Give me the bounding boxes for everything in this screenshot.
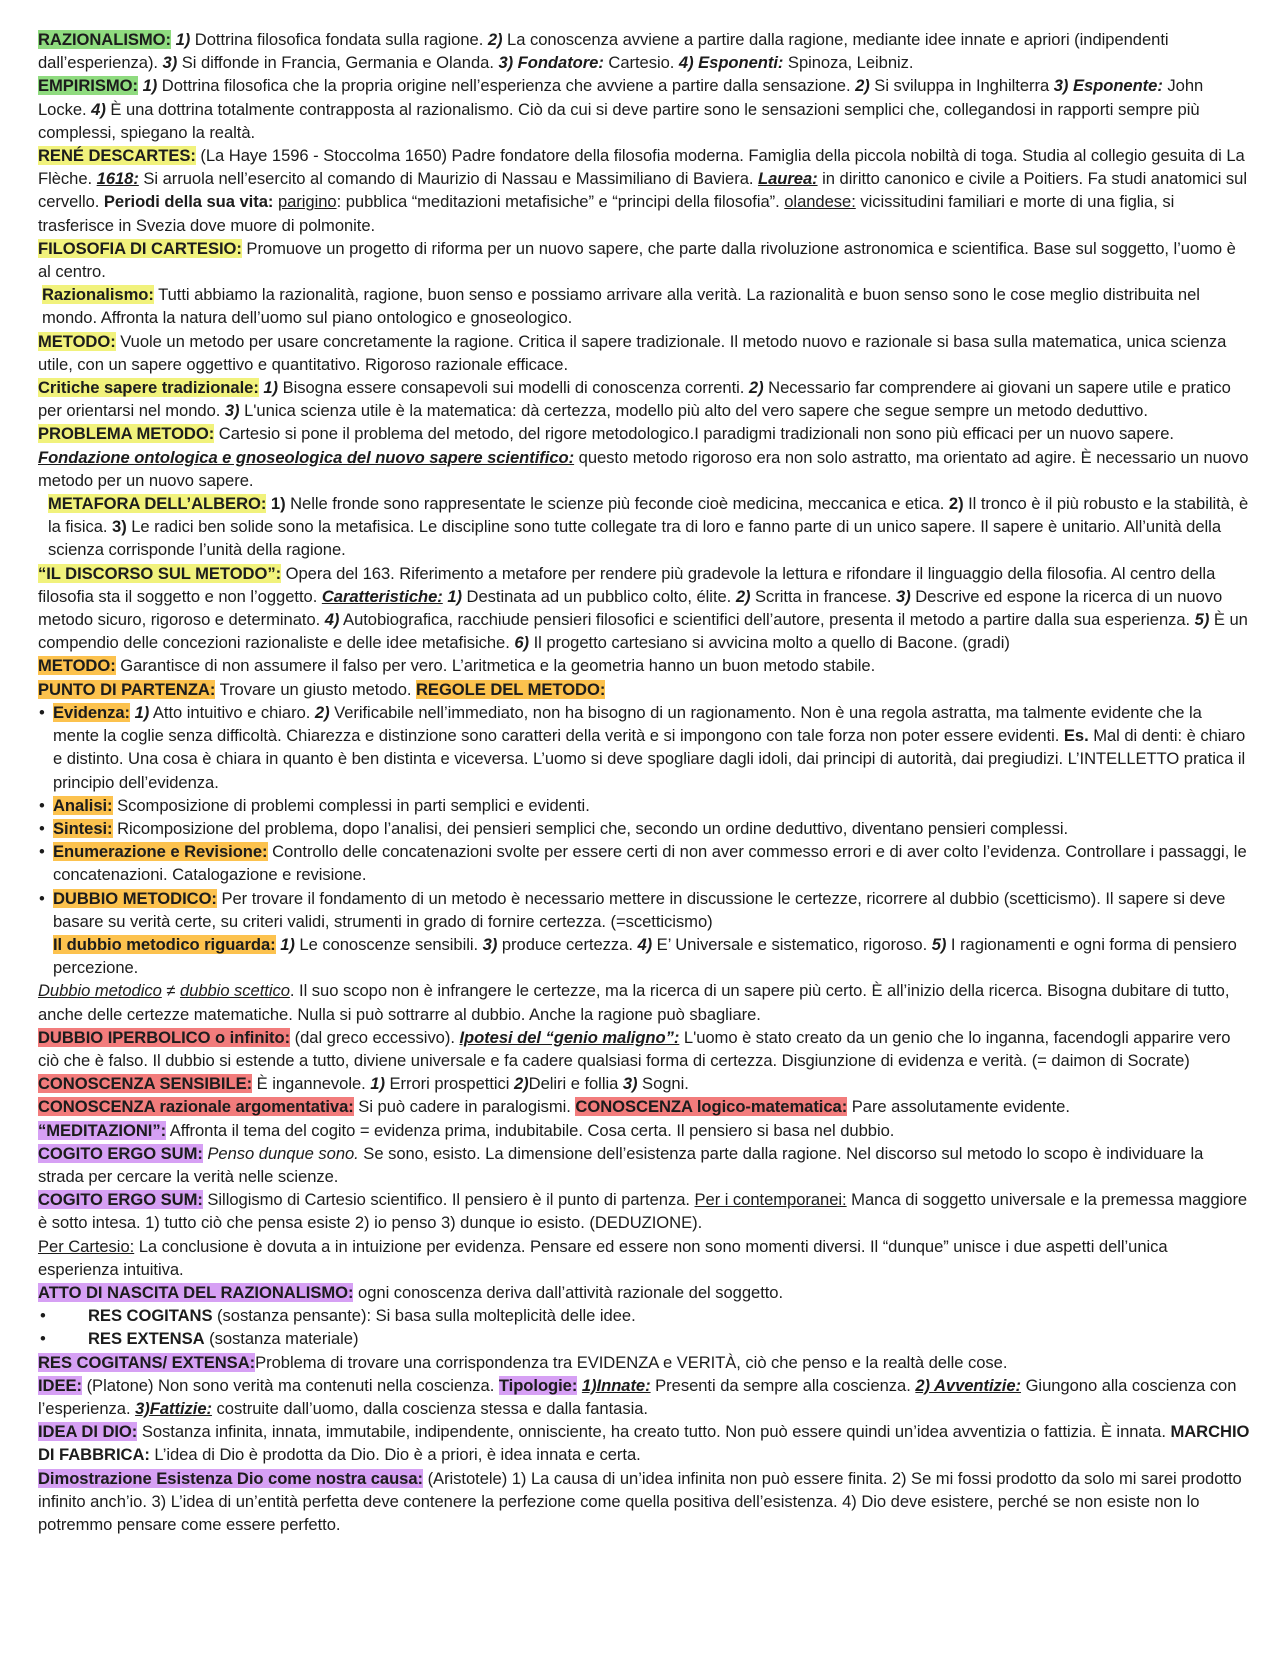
keyword: Caratteristiche: (321, 586, 443, 606)
keyword: dubbio scettico (179, 981, 290, 1001)
list-item (53, 701, 1250, 794)
num: 4) (91, 99, 106, 119)
text: Atto intuitivo e chiaro. (149, 702, 315, 722)
heading-discorso-metodo: “IL DISCORSO SUL METODO”: (38, 563, 282, 583)
num: 2) (855, 76, 870, 96)
paragraph-dubbio-scettico (38, 979, 1250, 1025)
keyword: Ipotesi del “genio maligno”: (459, 1027, 680, 1047)
paragraph-atto-nascita (38, 1281, 1250, 1304)
text: Problema di trovare una corrispondenza tra EVIDENZA e VERITÀ, ciò che penso e la realtà delle cose. (255, 1352, 1008, 1372)
paragraph-per-cartesio (38, 1235, 1250, 1281)
heading-meditazioni: “MEDITAZIONI”: (38, 1120, 167, 1140)
list-item (53, 817, 1250, 840)
heading-metodo-2: METODO: (38, 656, 116, 676)
keyword: Periodi della sua vita: (103, 192, 274, 212)
text: Si arruola nell’esercito al comando di Maurizio di Nassau e Massimiliano di Baviera. (138, 169, 759, 189)
text: Descrive ed espone la ricerca di un nuovo metodo sicuro, rigoroso e determinato. (38, 586, 1223, 630)
text: Pare assolutamente evidente. (847, 1097, 1070, 1117)
paragraph-problema-metodo (38, 422, 1250, 492)
num: 3) (622, 1074, 638, 1094)
text: Dottrina filosofica che la propria origine nell’esperienza che avviene a partire dalla sensazione. (157, 76, 856, 96)
paragraph-meditazioni (38, 1119, 1250, 1142)
text: L'uomo è stato creato da un genio che lo inganna, facendogli apparire vero ciò che è falso. Il dubbio si estende a tutto, diviene universale e fa cadere qualsiasi forma di certezza. Disgiunzione di evidenza e verità. (= daimon di Socrate) (38, 1027, 1231, 1070)
heading-regole-metodo: REGOLE DEL METODO: (416, 679, 606, 699)
text: È una dottrina totalmente contrapposta al razionalismo. Ciò da cui si deve partire sono le sensazioni semplici che, collegandosi in rapporti sempre più complessi, spiegano la realtà. (38, 99, 1200, 142)
text: (Aristotele) 1) La causa di un’idea infinita non può essere finita. 2) Se mi fossi prodotto da solo mi sarei prodotto infinito anch’io. 3) L’idea di un’entità perfetta deve contenere la perfezione come quella positiva dell’esistenza. 4) Dio deve esistere, perché se non esiste non lo potremmo pensare come essere perfetto. (38, 1468, 1242, 1534)
num: 4) (637, 934, 653, 954)
notes-document (38, 28, 1250, 1536)
heading-res-cogitans-extensa: RES COGITANS/ EXTENSA: (38, 1352, 256, 1372)
text: Trovare un giusto metodo. (215, 679, 416, 699)
paragraph-metodo (38, 330, 1250, 376)
text: Per trovare il fondamento di un metodo è necessario mettere in discussione le certezze, ricorrere al dubbio (scetticismo). Il sapere si deve basare su verità certe, su criteri validi, strumenti in grado di fornire certezza. (=scetticismo) (53, 888, 1226, 931)
text: L'unica scienza utile è la matematica: dà certezza, modello più alto del vero sapere che segue sempre un metodo deduttivo. (239, 401, 1148, 421)
heading-tipologie: Tipologie: (498, 1375, 578, 1395)
text: Le radici ben solide sono la metafisica. Le discipline sono tutte collegate tra di loro e fanno parte di un unico sapere. Il sapere è unitario. All’unità della scienza corrisponde l’unità della ragione. (48, 517, 1221, 560)
keyword: Fondazione ontologica e gnoseologica del nuovo sapere scientifico: (38, 447, 575, 467)
text: questo metodo rigoroso era non solo astratto, ma orientato ad agire. È necessario un nuovo metodo per un nuovo sapere. (38, 447, 1249, 490)
heading-filosofia-cartesio: FILOSOFIA DI CARTESIO: (38, 238, 242, 258)
text: Nelle fronde sono rappresentate le scienze più feconde cioè medicina, meccanica e etica. (285, 494, 949, 514)
paragraph-metodo-2 (38, 654, 1250, 677)
paragraph-idea-dio (38, 1420, 1250, 1466)
list-item (53, 840, 1250, 886)
text: costruite dall’uomo, dalla coscienza stessa e dalla fantasia. (211, 1398, 648, 1418)
text: Sostanza infinita, innata, immutabile, indipendente, onnisciente, ha creato tutto. Non può essere quindi un’idea avventizia o fattizia. È innata. (137, 1422, 1171, 1442)
text: Opera del 163. Riferimento a metafore per rendere più gradevole la lettura e rifondare il linguaggio della filosofia. Al centro della filosofia sta il soggetto e non l’oggetto. (38, 563, 1216, 606)
num: 2) (487, 30, 503, 49)
num: 1) (280, 934, 295, 954)
paragraph-metafora-albero (38, 492, 1250, 562)
keyword: 1618: (96, 169, 139, 189)
rules-list (38, 701, 1250, 933)
paragraph-res-cogitans-extensa (38, 1351, 1250, 1374)
heading-sintesi: Sintesi: (53, 818, 113, 838)
heading-razionalismo-2: Razionalismo: (42, 285, 154, 305)
keyword: Dubbio metodico (38, 981, 162, 1001)
heading-metafora-albero: METAFORA DELL’ALBERO: (48, 494, 267, 514)
num: 3) (896, 586, 911, 606)
text: (dal greco eccessivo). (290, 1027, 460, 1047)
num: 1) (370, 1074, 385, 1094)
heading-conoscenza-razionale: CONOSCENZA razionale argomentativa: (38, 1097, 354, 1117)
num: 2) (513, 1074, 529, 1094)
keyword: 1)Innate: (581, 1375, 651, 1395)
keyword: Per i contemporanei: (694, 1190, 847, 1210)
text: Si sviluppa in Inghilterra (869, 76, 1054, 96)
text: La conclusione è dovuta a in intuizione per evidenza. Pensare ed essere non sono momenti diversi. Il “dunque” unisce i due aspetti dell’unica esperienza intuitiva. (38, 1236, 1168, 1279)
num: 1) (270, 494, 286, 514)
text: Controllo delle concatenazioni svolte per essere certi di non aver commesso errori e di aver colto l’evidenza. Controllare i passaggi, le concatenazioni. Catalogazione e revisione. (53, 842, 1247, 885)
text: Cartesio. (603, 53, 679, 73)
text: L’idea di Dio è prodotta da Dio. Dio è a priori, è idea innata e certa. (149, 1445, 641, 1465)
heading-cogito-2: COGITO ERGO SUM: (38, 1190, 203, 1210)
text: Promuove un progetto di riforma per un nuovo sapere, che parte dalla rivoluzione astronomica e scientifica. Base sul soggetto, l’uomo è al centro. (38, 238, 1236, 282)
num: 1) (175, 30, 191, 49)
heading-idee: IDEE: (38, 1375, 83, 1395)
text: Dottrina filosofica fondata sulla ragione. (190, 30, 488, 49)
num: 3) Esponente: (1053, 76, 1163, 96)
num: 2) (314, 702, 330, 722)
text: ogni conoscenza deriva dall’attività razionale del soggetto. (353, 1282, 784, 1302)
keyword: RES COGITANS (88, 1306, 213, 1326)
keyword: Laurea: (758, 169, 818, 189)
text: Garantisce di non assumere il falso per vero. L’aritmetica e la geometria hanno un buon metodo stabile. (115, 656, 876, 676)
paragraph-cogito-2 (38, 1188, 1250, 1234)
text: È ingannevole. (252, 1074, 371, 1094)
text: (sostanza pensante): Si basa sulla molteplicità delle idee. (212, 1306, 636, 1326)
text: Manca di soggetto universale e la premessa maggiore è sotto intesa. 1) tutto ciò che pensa esiste 2) io penso 3) dunque io esisto. (DEDUZIONE). (38, 1190, 1248, 1233)
num: 2) (948, 494, 964, 514)
heading-idea-dio: IDEA DI DIO: (38, 1422, 138, 1442)
text: Cartesio si pone il problema del metodo, del rigore metodologico.I paradigmi tradizionali non sono più efficaci per un nuovo sapere. (214, 424, 1174, 444)
keyword: 3)Fattizie: (135, 1398, 212, 1418)
paragraph-dubbio-iperbolico (38, 1026, 1250, 1072)
heading-problema-metodo: PROBLEMA METODO: (38, 424, 215, 444)
paragraph-dimostrazione (38, 1467, 1250, 1537)
text: (sostanza materiale) (204, 1329, 359, 1349)
text: (La Haye 1596 - Stoccolma 1650) Padre fondatore della filosofia moderna. Famiglia della piccola nobiltà di toga. Studia al collegio gesuita di La Flèche. (38, 146, 1245, 189)
paragraph-discorso-metodo (38, 562, 1250, 655)
text: Verificabile nell’immediato, non ha bisogno di un ragionamento. Non è una regola astratta, ma talmente evidente che la mente la coglie senza difficoltà. Chiarezza e distinzione sono caratteri della verità e si impongono con tale forza non poter essere evidenti. (53, 702, 1202, 746)
text: produce certezza. (497, 934, 638, 954)
heading-analisi: Analisi: (53, 795, 113, 815)
text: La conoscenza avviene a partire dalla ragione, mediante idee innate e apriori (indipendenti dall’esperienza). (38, 30, 1169, 73)
paragraph-razionalismo (38, 28, 1250, 74)
text: Si diffonde in Francia, Germania e Olanda. (177, 53, 499, 73)
keyword: 2) Avventizie: (915, 1375, 1022, 1395)
num: 4) (324, 610, 340, 630)
heading-cogito-1: COGITO ERGO SUM: (38, 1143, 203, 1163)
heading-dimostrazione: Dimostrazione Esistenza Dio come nostra causa: (38, 1468, 424, 1488)
keyword: Per Cartesio: (38, 1236, 135, 1256)
text: Necessario far comprendere ai giovani un sapere utile e pratico per orientarsi nel mondo. (38, 378, 1231, 421)
num: 2) (735, 586, 751, 606)
num: 6) (514, 633, 530, 653)
text: Si può cadere in paralogismi. (353, 1097, 576, 1117)
paragraph-descartes (38, 144, 1250, 237)
paragraph-punto-partenza (38, 678, 1250, 701)
text: Autobiografica, racchiude pensieri filosofici e scientifici dell’autore, presenta il metodo a partire dalla sua esperienza. (339, 610, 1195, 630)
text: Ricomposizione del problema, dopo l’analisi, dei pensieri semplici che, secondo un ordine deduttivo, diventano pensieri complessi. (112, 818, 1069, 838)
keyword: MARCHIO DI FABBRICA: (38, 1422, 1250, 1465)
text: Il progetto cartesiano si avvicina molto a quello di Bacone. (gradi) (529, 633, 1010, 653)
text: Vuole un metodo per usare concretamente la ragione. Critica il sapere tradizionale. Il metodo nuovo e razionale si basa sulla matematica, unica scienza utile, con un sapere oggettivo e quantitativo. Rigoroso razionale efficace. (38, 331, 1227, 374)
list-item (88, 1327, 1250, 1350)
heading-punto-partenza: PUNTO DI PARTENZA: (38, 679, 216, 699)
paragraph-cogito-1 (38, 1142, 1250, 1188)
list-item (53, 887, 1250, 933)
num: 1) (142, 76, 158, 96)
list-item (53, 794, 1250, 817)
num: 5) (931, 934, 947, 954)
heading-evidenza: Evidenza: (53, 702, 131, 722)
paragraph-conoscenza-razionale (38, 1095, 1250, 1118)
text: Sillogismo di Cartesio scientifico. Il pensiero è il punto di partenza. (202, 1190, 695, 1210)
text: Sogni. (637, 1074, 689, 1094)
paragraph-conoscenza-sensibile (38, 1072, 1250, 1095)
keyword: Es. (1063, 726, 1089, 746)
num: 1) (263, 378, 279, 398)
heading-critiche: Critiche sapere tradizionale: (38, 378, 259, 398)
keyword: RES EXTENSA (88, 1329, 205, 1349)
text: John Locke. (38, 76, 1204, 119)
text: Tutti abbiamo la razionalità, ragione, buon senso e possiamo arrivare alla verità. La razionalità e buon senso sono le cose meglio distribuita nel mondo. Affronta la natura dell’uomo sul piano ontologico e gnoseologico. (42, 285, 1200, 328)
num: 2) (748, 378, 764, 398)
num: 4) Esponenti: (678, 53, 784, 73)
paragraph-idee (38, 1374, 1250, 1420)
heading-dubbio-riguarda: Il dubbio metodico riguarda: (53, 934, 276, 954)
list-item (88, 1304, 1250, 1327)
keyword: olandese: (784, 192, 856, 212)
num: 1) (134, 702, 150, 722)
num: 3) (162, 53, 178, 73)
num: 3) Fondatore: (498, 53, 604, 73)
text: Errori prospettici (384, 1074, 514, 1094)
paragraph-razionalismo-2 (38, 283, 1250, 329)
text: È un compendio delle concezioni razionaliste e delle idee metafisiche. (38, 610, 1248, 653)
paragraph-empirismo (38, 74, 1250, 144)
text: Scritta in francese. (750, 586, 897, 606)
text: vicissitudini familiari e morte di una figlia, si trasferisce in Svezia dove muore di polmonite. (38, 192, 1175, 235)
text: Il tronco è il più robusto e la stabilità, è la fisica. (48, 494, 1249, 537)
text: . Il suo scopo non è infrangere le certezze, ma la ricerca di un sapere più certo. È all’inizio della ricerca. Bisogna dubitare di tutto, anche delle certezze matematiche. Nulla si può sottrarre al dubbio. Anche la ragione può sbagliare. (38, 981, 1230, 1024)
text: I ragionamenti e ogni forma di pensiero percezione. (53, 934, 1237, 978)
text: Destinata ad un pubblico colto, élite. (461, 586, 736, 606)
keyword: Penso dunque sono. (202, 1143, 359, 1163)
heading-conoscenza-sensibile: CONOSCENZA SENSIBILE: (38, 1074, 253, 1094)
num: 3) (112, 517, 127, 537)
res-list (38, 1304, 1250, 1350)
text: ≠ (161, 981, 180, 1001)
heading-dubbio-metodico: DUBBIO METODICO: (53, 888, 217, 908)
paragraph-filosofia-cartesio (38, 237, 1250, 283)
num: 1) (447, 586, 462, 606)
text: (Platone) Non sono verità ma contenuti nella coscienza. (82, 1375, 499, 1395)
keyword: parigino (277, 192, 337, 212)
heading-atto-nascita: ATTO DI NASCITA DEL RAZIONALISMO: (38, 1282, 354, 1302)
paragraph-critiche (38, 376, 1250, 422)
num: 5) (1194, 610, 1210, 630)
num: 3) (224, 401, 240, 421)
heading-metodo: METODO: (38, 331, 116, 351)
text: in diritto canonico e civile a Poitiers. Fa studi anatomici sul cervello. (38, 169, 1247, 212)
text: : pubblica “meditazioni metafisiche” e “principi della filosofia”. (336, 192, 785, 212)
heading-conoscenza-logico: CONOSCENZA logico-matematica: (575, 1097, 848, 1117)
heading-descartes: RENÉ DESCARTES: (38, 146, 196, 166)
text: Mal di denti: è chiaro e distinto. Una cosa è chiara in quanto è ben distinta e viceversa. L’uomo si deve spogliare dagli idoli, dai principi di autorità, dai pregiudizi. L’INTELLETTO pratica il principio dell’evidenza. (53, 726, 1246, 792)
paragraph-dubbio-riguarda (38, 933, 1250, 979)
text: Le conoscenze sensibili. (294, 934, 483, 954)
heading-empirismo: EMPIRISMO: (38, 76, 138, 96)
num: 3) (482, 934, 498, 954)
text: Bisogna essere consapevoli sui modelli di conoscenza correnti. (278, 378, 749, 398)
heading-enumerazione: Enumerazione e Revisione: (53, 842, 268, 862)
heading-dubbio-iperbolico: DUBBIO IPERBOLICO o infinito: (38, 1027, 291, 1047)
text: Deliri e follia (528, 1074, 623, 1094)
text: Presenti da sempre alla coscienza. (650, 1375, 916, 1395)
text: Spinoza, Leibniz. (783, 53, 914, 73)
text: Giungono alla coscienza con l’esperienza. (38, 1375, 1237, 1418)
text: Scomposizione di problemi complessi in parti semplici e evidenti. (112, 795, 590, 815)
text: Affronta il tema del cogito = evidenza prima, indubitabile. Cosa certa. Il pensiero si basa nel dubbio. (166, 1120, 895, 1140)
text: Se sono, esisto. La dimensione dell’esistenza parte dalla ragione. Nel discorso sul metodo lo scopo è individuare la strada per cercare la verità nelle scienze. (38, 1143, 1204, 1186)
heading-razionalismo: RAZIONALISMO: (38, 30, 172, 49)
text: E’ Universale e sistematico, rigoroso. (652, 934, 932, 954)
